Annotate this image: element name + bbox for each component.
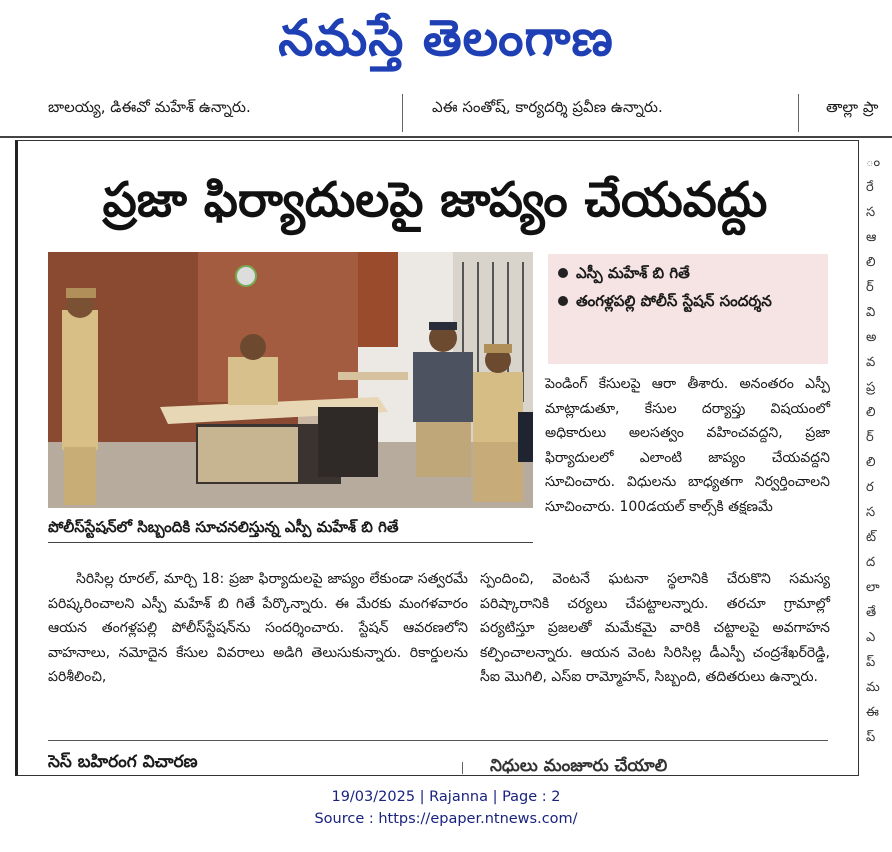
- next-article-subhead-right: నిధులు మంజూరు చేయాలి: [490, 756, 668, 774]
- column-fragment-line: రే: [866, 180, 874, 195]
- column-fragment-line: ప్ర: [866, 380, 876, 395]
- column-fragment-line: లా: [866, 580, 880, 595]
- column-fragment-line: ం: [866, 155, 881, 170]
- column-fragment-line: ర్: [866, 280, 874, 295]
- deck-item: [558, 260, 818, 286]
- column-fragment-line: స: [866, 505, 876, 520]
- column-fragment-line: ట్: [866, 530, 877, 545]
- deck-item: [558, 288, 818, 314]
- column-fragment-line: లి: [866, 455, 876, 470]
- column-fragment-line: ఆ: [866, 230, 877, 245]
- article-headline: ప్రజా ఫిర్యాదులపై జాప్యం చేయవద్దు: [102, 172, 768, 228]
- photo-illustration: [48, 252, 533, 508]
- photo-caption: పోలీస్‌స్టేషన్‌లో సిబ్బందికి సూచనలిస్తున్న ఎస్పీ మహేశ్ బి గితే: [48, 512, 533, 543]
- next-article-subhead-left: సెస్ బహిరంగ విచారణ: [48, 752, 198, 772]
- column-fragment-line: ద: [866, 555, 876, 570]
- newspaper-title: నమస్తే తెలంగాణ: [278, 8, 614, 67]
- bullet-dot-icon: [558, 268, 568, 278]
- article-deck: [548, 254, 828, 364]
- news-photo: [48, 252, 533, 508]
- column-divider: [402, 94, 403, 132]
- deck-item-text: తంగళ్లపల్లి పోలీస్ స్టేషన్ సందర్శన: [576, 292, 772, 310]
- column-fragment-line: ప్: [866, 730, 876, 745]
- column-fragment-line: ఎ: [866, 630, 876, 645]
- column-fragment-line: ఈ: [866, 705, 879, 720]
- column-fragment-line: ప్: [866, 655, 876, 670]
- column-fragment-line: వి: [866, 305, 876, 320]
- adjacent-column-fragment: [866, 150, 892, 774]
- column-fragment-line: ర: [866, 480, 874, 495]
- column-fragment-line: లి: [866, 255, 876, 270]
- column-fragment-line: స: [866, 205, 876, 220]
- article-body-right-top: పెండింగ్ కేసులపై ఆరా తీశారు. అనంతరం ఎస్పీ మాట్లాడుతూ, కేసుల దర్యాప్తు విషయంలో అధికారులు అలసత్వం వహించవద్దని, ప్రజా ఫిర్యాదులలో ఎలాంటి జాప్యం చేయవద్దని సూచించారు. విధులను బాధ్యతగా నిర్వర్తించాలని సూచించారు. 100డయల్ కాల్స్‌కి తక్షణమే: [545, 376, 830, 515]
- top-strip: [0, 94, 892, 138]
- column-divider: [798, 94, 799, 132]
- column-fragment-line: మ: [866, 680, 880, 695]
- masthead: [0, 0, 892, 88]
- bullet-dot-icon: [558, 296, 568, 306]
- section-divider: [48, 740, 828, 741]
- top-snippet-right: తాల్లా ప్రా: [826, 98, 879, 116]
- article-body-right-bottom: స్పందించి, వెంటనే ఘటనా స్థలానికి చేరుకొని సమస్య పరిష్కారానికి చర్యలు చేపట్టాలన్నారు. తరచూ గ్రామాల్లో పర్యటిస్తూ ప్రజలతో మమేకమై వారికి చట్టాలపై అవగాహన కల్పించాలన్నారు. ఆయన వెంట సిరిసిల్ల డీఎస్పీ చంద్రశేఖర్‌రెడ్డి, సీఐ మొగిలి, ఎస్ఐ రామ్మోహన్, సిబ్బంది, తదితరులు ఉన్నారు.: [480, 571, 830, 685]
- top-snippet-left: బాలయ్య, డిఈవో మహేశ్ ఉన్నారు.: [48, 98, 251, 116]
- page-footer: [0, 786, 892, 830]
- column-fragment-line: ర్: [866, 430, 874, 445]
- footer-source: Source : https://epaper.ntnews.com/: [314, 811, 578, 827]
- article-body-left: సిరిసిల్ల రూరల్, మార్చి 18: ప్రజా ఫిర్యాదులపై జాప్యం లేకుండా సత్వరమే పరిష్కరించాలని ఎస్పీ మహేశ్ బి గితే పేర్కొన్నారు. ఈ మేరకు మంగళవారం ఆయన తంగళ్లపల్లి పోలీస్‌స్టేషన్‌ను సందర్శించారు. స్టేషన్ ఆవరణలోని వాహనాలు, నమోదైన కేసుల వివరాలు అడిగి తెలుసుకున్నారు. రికార్డులను పరిశీలించి,: [48, 571, 468, 685]
- top-snippet-middle: ఎఈ సంతోష్, కార్యదర్శి ప్రవీణ ఉన్నారు.: [432, 98, 663, 116]
- deck-item-text: ఎస్పీ మహేశ్ బి గితే: [576, 264, 690, 282]
- column-fragment-line: లి: [866, 405, 876, 420]
- footer-date-edition: 19/03/2025 | Rajanna | Page : 2: [331, 789, 561, 805]
- column-divider: [462, 762, 463, 774]
- column-fragment-line: తే: [866, 605, 877, 620]
- column-fragment-line: వ: [866, 355, 876, 370]
- column-fragment-line: అ: [866, 330, 877, 345]
